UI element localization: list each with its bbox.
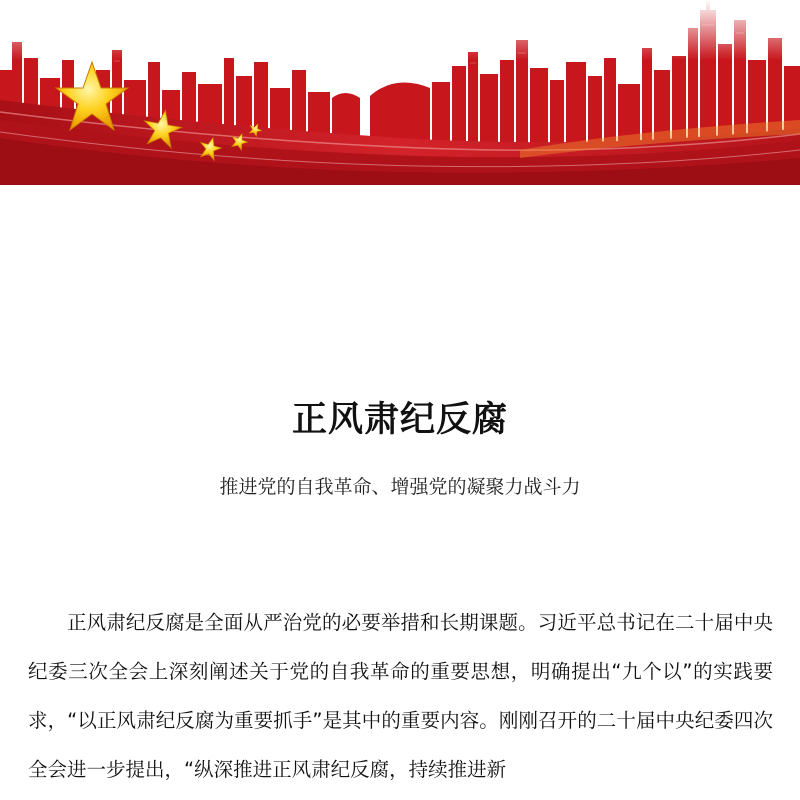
- document-subtitle: 推进党的自我革命、增强党的凝聚力战斗力: [219, 476, 581, 498]
- document-title: 正风肃纪反腐: [291, 400, 508, 440]
- header-banner: [0, 0, 800, 185]
- body-paragraph: 正风肃纪反腐是全面从严治党的必要举措和长期课题。习近平总书记在二十届中央纪委三次全会上深刻阐述关于党的自我革命的重要思想，明确提出“九个以”的实践要求，“以正风肃纪反腐为重要抓手”是其中的重要内容。刚刚召开的二十届中央纪委四次全会进一步提出，“纵深推进正风肃纪反腐，持续推进新: [28, 611, 773, 781]
